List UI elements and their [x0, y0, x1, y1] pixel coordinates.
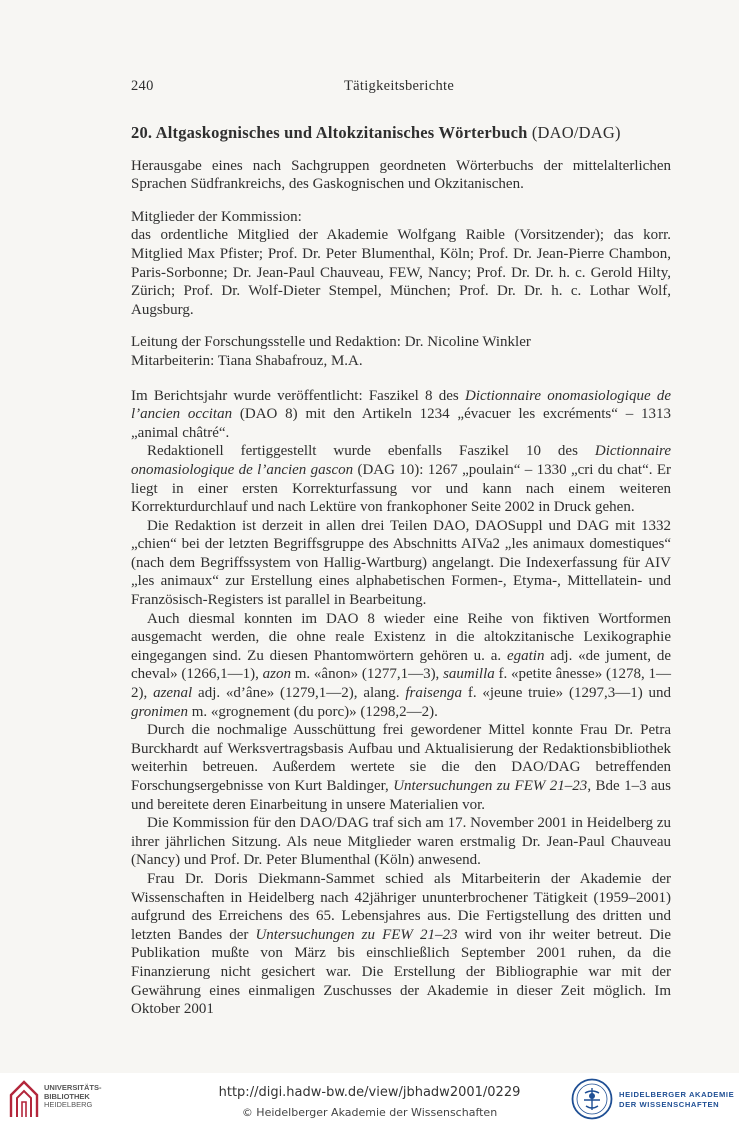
mitarbeiterin-line: Mitarbeiterin: Tiana Shabafrouz, M.A.	[131, 352, 363, 369]
page-text	[131, 124, 671, 1019]
section-abbreviation: (DAO/DAG)	[531, 123, 621, 142]
report-paragraph-2: Redaktionell fertiggestellt wurde ebenfalls Faszikel 10 des Dictionnaire onomasiologique de l’ancien gascon (DAG 10): 1267 „poulain“ – 1330 „cri du chat“. Er liegt in einer ersten Korrekturfassung vor und kann nach einem weiteren Korrekturdurchlauf und nach Lektüre von frankophoner Seite 2002 in Druck gehen.	[131, 443, 671, 516]
report-paragraph-3: Die Redaktion ist derzeit in allen drei Teilen DAO, DAOSuppl und DAG mit 1332 „chien“ bei der letzten Begriffsgruppe des Abschnitts AIVa2 „les animaux domestiques“ (nach dem Begriffssystem von Hallig-Wartburg) angelangt. Die Indexerfassung für AIV „les animaux“ zur Erstellung eines alphabetischen Formen-, Etyma-, Mittellatein- und Französisch-Registers ist parallel in Bearbeitung.	[131, 517, 671, 609]
members-paragraph: das ordentliche Mitglied der Akademie Wolfgang Raible (Vorsitzender); das korr. Mitglied Max Pfister; Prof. Dr. Peter Blumenthal, Köln; Prof. Dr. Jean-Pierre Chambon, Paris-Sorbonne; Dr. Jean-Paul Chauveau, FEW, Nancy; Prof. Dr. Dr. h. c. Gerold Hilty, Zürich; Prof. Dr. Wolf-Dieter Stempel, München; Prof. Dr. Dr. h. c. Lothar Wolf, Augsburg.	[131, 227, 671, 318]
untersuchungen-title: Untersuchungen zu FEW 21–23	[393, 778, 588, 794]
leitung-line: Leitung der Forschungsstelle und Redaktion: Dr. Nicoline Winkler	[131, 334, 531, 351]
running-title: Tätigkeitsberichte	[344, 78, 455, 94]
section-heading	[131, 124, 671, 143]
copyright-notice: © Heidelberger Akademie der Wissenschaften	[241, 1106, 498, 1119]
page-number: 240	[131, 78, 154, 94]
report-paragraph-6: Die Kommission für den DAO/DAG traf sich am 17. November 2001 in Heidelberg zu ihrer jährlichen Sitzung. Als neue Mitglieder waren erstmalig Dr. Jean-Paul Chauveau (Nancy) und Prof. Dr. Peter Blumenthal (Köln) anwesend.	[131, 815, 671, 869]
dag-title: Dictionnaire onomasiologique de l’ancien gascon	[131, 443, 671, 478]
intro-paragraph: Herausgabe eines nach Sachgruppen geordneten Wörterbuchs der mittelalterlichen Sprachen Südfrankreichs, des Gaskognischen und Okzitanischen.	[131, 157, 671, 193]
members-label: Mitglieder der Kommission:	[131, 208, 302, 225]
permalink-url[interactable]: http://digi.hadw-bw.de/view/jbhadw2001/0229	[218, 1085, 521, 1100]
academy-seal-icon[interactable]	[571, 1078, 613, 1120]
report-paragraph-5: Durch die nochmalige Ausschüttung frei gewordener Mittel konnte Frau Dr. Petra Burckhardt auf Werksvertragsbasis Aufbau und Aktualisierung der Redaktionsbibliothek weiterhin betreuen. Außerdem wertete sie die den DAO/DAG betreffenden Forschungsergebnisse von Kurt Baldinger, Untersuchungen zu FEW 21–23, Bde 1–3 aus und bereitete deren Einarbeitung in unsere Materialien vor.	[131, 722, 671, 813]
section-title: 20. Altgaskognisches und Altokzitanisches Wörterbuch	[131, 123, 528, 142]
dao-title: Dictionnaire onomasiologique de l’ancien occitan	[131, 387, 672, 423]
report-paragraph-4: Auch diesmal konnten im DAO 8 wieder eine Reihe von fiktiven Wortformen ausgemacht werden, die ohne reale Existenz in die altokzitanische Lexikographie eingegangen sind. Zu diesen Phantomwörtern gehören u. a. egatin adj. «de jument, de cheval» (1266,1—1), azon m. «ânon» (1277,1—3), saumilla f. «petite ânesse» (1278, 1—2), azenal adj. «d’âne» (1279,1—2), alang. fraisenga f. «jeune truie» (1297,3—1) und gronimen m. «grognement (du porc)» (1298,2—2).	[131, 610, 672, 720]
viewer-footer	[0, 1073, 739, 1126]
report-paragraph-7: Frau Dr. Doris Diekmann-Sammet schied als Mitarbeiterin der Akademie der Wissenschaften in Heidelberg nach 42jähriger ununterbrochener Tätigkeit (1959–2001) aufgrund des Erreichens des 65. Lebensjahres aus. Die Fertigstellung des dritten und letzten Bandes der Untersuchungen zu FEW 21–23 wird von ihr weiter betreut. Die Publikation mußte von März bis einschließlich September 2001 ruhen, da die Finanzierung nicht gesichert war. Die Erstellung der Bibliographie war mit der Gewährung eines einmaligen Zuschusses der Akademie in dieser Zeit möglich. Im Oktober 2001	[131, 870, 671, 1018]
untersuchungen-title-2: Untersuchungen zu FEW 21–23	[255, 926, 458, 943]
university-library-name: UNIVERSITÄTS- BIBLIOTHEK HEIDELBERG	[44, 1083, 102, 1109]
academy-name: HEIDELBERGER AKADEMIE DER WISSENSCHAFTEN	[619, 1090, 735, 1109]
report-paragraph-1: Im Berichtsjahr wurde veröffentlicht: Faszikel 8 des Dictionnaire onomasiologique de l’ancien occitan (DAO 8) mit den Artikeln 1234 „évacuer les excréments“ – 1313 „animal châtré“.	[131, 387, 672, 441]
